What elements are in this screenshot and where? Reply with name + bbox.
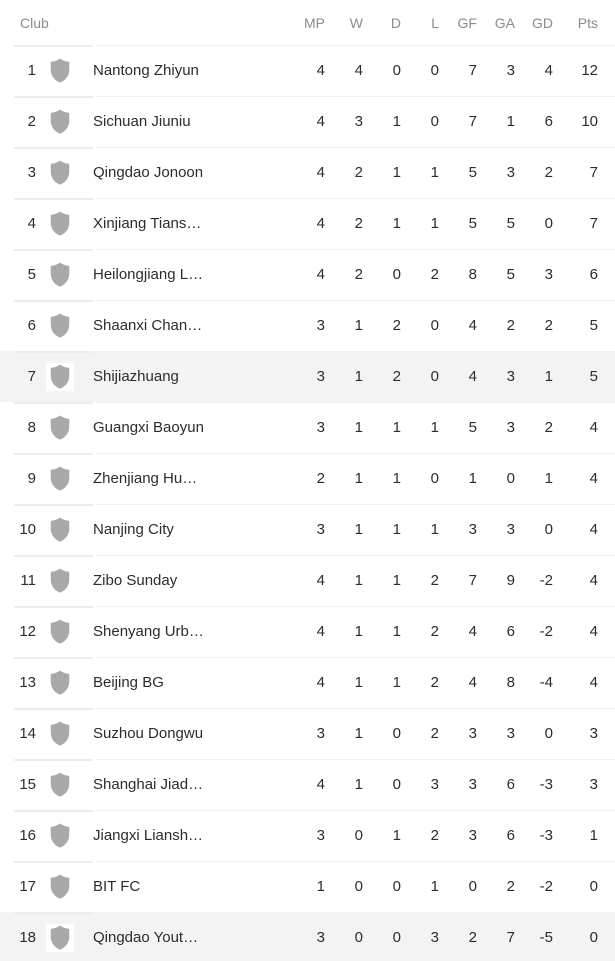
stat-w: 0 xyxy=(354,827,363,844)
rank-number: 2 xyxy=(27,113,36,130)
stat-gf: 5 xyxy=(468,419,477,436)
stat-l: 1 xyxy=(430,215,439,232)
stat-gd: -2 xyxy=(539,878,553,895)
stat-gf: 5 xyxy=(468,215,477,232)
stat-w: 3 xyxy=(354,113,363,130)
shield-icon xyxy=(46,108,74,136)
stat-l: 2 xyxy=(430,827,439,844)
table-row[interactable] xyxy=(0,198,615,249)
stat-gd: 2 xyxy=(544,419,553,436)
stat-w: 1 xyxy=(354,623,363,640)
stat-l: 3 xyxy=(430,929,439,946)
rank-number: 4 xyxy=(27,215,36,232)
stat-d: 1 xyxy=(392,470,401,487)
club-badge-cell xyxy=(36,312,92,340)
stat-pts: 4 xyxy=(589,623,598,640)
stat-ga: 5 xyxy=(506,266,515,283)
stat-d: 1 xyxy=(392,215,401,232)
club-name: Shenyang Urb… xyxy=(93,623,204,640)
stat-pts: 4 xyxy=(589,419,598,436)
table-row[interactable] xyxy=(0,351,615,402)
stat-gd: 0 xyxy=(544,521,553,538)
rank-number: 17 xyxy=(19,878,36,895)
column-header-club: Club xyxy=(20,14,49,31)
club-name: Jiangxi Liansh… xyxy=(93,827,204,844)
column-header-gd: GD xyxy=(532,14,553,31)
stat-pts: 1 xyxy=(589,827,598,844)
club-name: Zibo Sunday xyxy=(93,572,178,589)
shield-icon xyxy=(46,465,74,493)
stat-ga: 3 xyxy=(506,521,515,538)
club-name: Shaanxi Chan… xyxy=(93,317,203,334)
stat-d: 1 xyxy=(392,572,401,589)
table-row[interactable] xyxy=(0,453,615,504)
rank-number: 6 xyxy=(27,317,36,334)
stat-mp: 1 xyxy=(316,878,325,895)
column-header-l: L xyxy=(431,14,439,31)
club-badge-cell xyxy=(36,924,92,952)
stat-mp: 3 xyxy=(316,827,325,844)
rank-number: 1 xyxy=(27,62,36,79)
rank-number: 15 xyxy=(19,776,36,793)
table-row[interactable] xyxy=(0,912,615,961)
stat-l: 0 xyxy=(430,368,439,385)
stat-gd: 0 xyxy=(544,215,553,232)
club-badge-cell xyxy=(36,771,92,799)
stat-ga: 2 xyxy=(506,878,515,895)
stat-l: 0 xyxy=(430,62,439,79)
stat-pts: 12 xyxy=(581,62,598,79)
shield-icon xyxy=(46,618,74,646)
shield-icon xyxy=(46,720,74,748)
club-badge-cell xyxy=(36,873,92,901)
club-badge-cell xyxy=(36,720,92,748)
rank-number: 7 xyxy=(27,368,36,385)
stat-gf: 3 xyxy=(468,521,477,538)
club-badge-cell xyxy=(36,567,92,595)
shield-icon xyxy=(46,924,74,952)
table-body xyxy=(0,45,615,961)
stat-l: 2 xyxy=(430,623,439,640)
stat-w: 1 xyxy=(354,776,363,793)
club-name: Nanjing City xyxy=(93,521,174,538)
table-row[interactable] xyxy=(0,861,615,912)
shield-icon xyxy=(46,822,74,850)
stat-mp: 4 xyxy=(316,776,325,793)
stat-w: 1 xyxy=(354,470,363,487)
stat-pts: 6 xyxy=(589,266,598,283)
stat-mp: 3 xyxy=(316,419,325,436)
stat-d: 1 xyxy=(392,419,401,436)
shield-icon xyxy=(46,873,74,901)
rank-number: 14 xyxy=(19,725,36,742)
club-badge-cell xyxy=(36,210,92,238)
stat-pts: 4 xyxy=(589,521,598,538)
stat-mp: 3 xyxy=(316,317,325,334)
stat-gd: 1 xyxy=(544,470,553,487)
stat-d: 1 xyxy=(392,674,401,691)
stat-ga: 6 xyxy=(506,623,515,640)
table-row[interactable] xyxy=(0,759,615,810)
shield-icon xyxy=(46,363,74,391)
shield-icon xyxy=(46,516,74,544)
stat-w: 1 xyxy=(354,572,363,589)
table-row[interactable] xyxy=(0,45,615,96)
stat-l: 2 xyxy=(430,674,439,691)
rank-number: 12 xyxy=(19,623,36,640)
stat-gf: 3 xyxy=(468,827,477,844)
stat-ga: 2 xyxy=(506,317,515,334)
stat-gd: 4 xyxy=(544,62,553,79)
stat-pts: 0 xyxy=(589,878,598,895)
club-badge-cell xyxy=(36,414,92,442)
shield-icon xyxy=(46,669,74,697)
stat-w: 1 xyxy=(354,368,363,385)
stat-d: 2 xyxy=(392,368,401,385)
stat-gf: 0 xyxy=(468,878,477,895)
shield-icon xyxy=(46,261,74,289)
stat-mp: 4 xyxy=(316,674,325,691)
rank-number: 10 xyxy=(19,521,36,538)
stat-pts: 7 xyxy=(589,164,598,181)
stat-gf: 3 xyxy=(468,725,477,742)
stat-gf: 4 xyxy=(468,368,477,385)
club-name: Shanghai Jiad… xyxy=(93,776,204,793)
club-name: Shijiazhuang xyxy=(93,368,179,385)
club-badge-cell xyxy=(36,465,92,493)
stat-pts: 4 xyxy=(589,674,598,691)
club-name: Xinjiang Tians… xyxy=(93,215,202,232)
stat-gd: 0 xyxy=(544,725,553,742)
stat-gf: 3 xyxy=(468,776,477,793)
table-row[interactable] xyxy=(0,810,615,861)
stat-ga: 0 xyxy=(506,470,515,487)
table-row[interactable] xyxy=(0,249,615,300)
stat-mp: 4 xyxy=(316,266,325,283)
club-badge-cell xyxy=(36,159,92,187)
stat-l: 1 xyxy=(430,419,439,436)
club-name: Zhenjiang Hu… xyxy=(93,470,198,487)
stat-mp: 4 xyxy=(316,113,325,130)
stat-gf: 1 xyxy=(468,470,477,487)
stat-pts: 4 xyxy=(589,470,598,487)
shield-icon xyxy=(46,312,74,340)
shield-icon xyxy=(46,414,74,442)
column-header-mp: MP xyxy=(304,14,325,31)
stat-w: 1 xyxy=(354,521,363,538)
stat-d: 1 xyxy=(392,113,401,130)
club-badge-cell xyxy=(36,618,92,646)
club-badge-cell xyxy=(36,822,92,850)
rank-number: 5 xyxy=(27,266,36,283)
stat-pts: 10 xyxy=(581,113,598,130)
club-badge-cell xyxy=(36,363,92,391)
stat-gf: 2 xyxy=(468,929,477,946)
club-name: Heilongjiang L… xyxy=(93,266,204,283)
table-row[interactable] xyxy=(0,657,615,708)
table-row[interactable] xyxy=(0,147,615,198)
club-name: Sichuan Jiuniu xyxy=(93,113,191,130)
club-badge-cell xyxy=(36,669,92,697)
club-name: BIT FC xyxy=(93,878,141,895)
stat-w: 1 xyxy=(354,725,363,742)
stat-mp: 3 xyxy=(316,725,325,742)
stat-gd: -4 xyxy=(539,674,553,691)
stat-mp: 3 xyxy=(316,929,325,946)
stat-l: 3 xyxy=(430,776,439,793)
column-header-w: W xyxy=(349,14,363,31)
stat-l: 0 xyxy=(430,317,439,334)
stat-mp: 4 xyxy=(316,623,325,640)
stat-ga: 9 xyxy=(506,572,515,589)
stat-l: 0 xyxy=(430,113,439,130)
stat-l: 2 xyxy=(430,572,439,589)
stat-ga: 7 xyxy=(506,929,515,946)
stat-gd: 6 xyxy=(544,113,553,130)
stat-d: 0 xyxy=(392,266,401,283)
stat-gd: -5 xyxy=(539,929,553,946)
stat-d: 1 xyxy=(392,164,401,181)
table-row[interactable] xyxy=(0,300,615,351)
table-row[interactable] xyxy=(0,555,615,606)
club-badge-cell xyxy=(36,516,92,544)
stat-ga: 3 xyxy=(506,164,515,181)
stat-gf: 4 xyxy=(468,623,477,640)
rank-number: 3 xyxy=(27,164,36,181)
stat-d: 1 xyxy=(392,521,401,538)
stat-l: 1 xyxy=(430,164,439,181)
stat-w: 2 xyxy=(354,164,363,181)
stat-ga: 3 xyxy=(506,62,515,79)
stat-d: 0 xyxy=(392,725,401,742)
stat-pts: 4 xyxy=(589,572,598,589)
stat-gd: 3 xyxy=(544,266,553,283)
stat-mp: 3 xyxy=(316,521,325,538)
stat-d: 1 xyxy=(392,827,401,844)
stat-pts: 3 xyxy=(589,776,598,793)
stat-d: 0 xyxy=(392,929,401,946)
rank-number: 9 xyxy=(27,470,36,487)
club-name: Beijing BG xyxy=(93,674,164,691)
stat-gd: 2 xyxy=(544,164,553,181)
stat-pts: 0 xyxy=(589,929,598,946)
table-row[interactable] xyxy=(0,606,615,657)
stat-ga: 3 xyxy=(506,419,515,436)
stat-l: 2 xyxy=(430,725,439,742)
stat-ga: 5 xyxy=(506,215,515,232)
stat-l: 1 xyxy=(430,521,439,538)
club-name: Qingdao Jonoon xyxy=(93,164,204,181)
rank-number: 18 xyxy=(19,929,36,946)
stat-gf: 4 xyxy=(468,674,477,691)
rank-number: 13 xyxy=(19,674,36,691)
stat-ga: 3 xyxy=(506,368,515,385)
stat-gd: 1 xyxy=(544,368,553,385)
stat-gf: 7 xyxy=(468,62,477,79)
stat-mp: 4 xyxy=(316,215,325,232)
stat-ga: 6 xyxy=(506,827,515,844)
stat-mp: 4 xyxy=(316,164,325,181)
stat-w: 2 xyxy=(354,266,363,283)
stat-w: 1 xyxy=(354,674,363,691)
shield-icon xyxy=(46,57,74,85)
stat-gf: 5 xyxy=(468,164,477,181)
stat-l: 0 xyxy=(430,470,439,487)
club-badge-cell xyxy=(36,57,92,85)
club-badge-cell xyxy=(36,261,92,289)
stat-l: 1 xyxy=(430,878,439,895)
stat-ga: 8 xyxy=(506,674,515,691)
stat-gd: -2 xyxy=(539,623,553,640)
table-header xyxy=(0,0,615,45)
stat-mp: 4 xyxy=(316,62,325,79)
rank-number: 8 xyxy=(27,419,36,436)
column-header-ga: GA xyxy=(494,14,515,31)
stat-gf: 7 xyxy=(468,113,477,130)
stat-l: 2 xyxy=(430,266,439,283)
stat-d: 0 xyxy=(392,776,401,793)
shield-icon xyxy=(46,159,74,187)
club-name: Suzhou Dongwu xyxy=(93,725,204,742)
rank-number: 16 xyxy=(19,827,36,844)
stat-d: 1 xyxy=(392,623,401,640)
stat-gd: -2 xyxy=(539,572,553,589)
shield-icon xyxy=(46,210,74,238)
shield-icon xyxy=(46,771,74,799)
stat-pts: 5 xyxy=(589,317,598,334)
stat-mp: 3 xyxy=(316,368,325,385)
table-row[interactable] xyxy=(0,402,615,453)
stat-w: 1 xyxy=(354,419,363,436)
stat-gd: 2 xyxy=(544,317,553,334)
column-header-d: D xyxy=(390,14,401,31)
stat-ga: 6 xyxy=(506,776,515,793)
stat-gd: -3 xyxy=(539,776,553,793)
table-row[interactable] xyxy=(0,96,615,147)
stat-pts: 7 xyxy=(589,215,598,232)
stat-w: 0 xyxy=(354,929,363,946)
table-row[interactable] xyxy=(0,504,615,555)
club-badge-cell xyxy=(36,108,92,136)
stat-w: 1 xyxy=(354,317,363,334)
stat-gf: 8 xyxy=(468,266,477,283)
stat-gf: 7 xyxy=(468,572,477,589)
column-header-gf: GF xyxy=(457,14,477,31)
stat-pts: 5 xyxy=(589,368,598,385)
stat-ga: 1 xyxy=(506,113,515,130)
club-name: Guangxi Baoyun xyxy=(93,419,204,436)
stat-w: 0 xyxy=(354,878,363,895)
stat-ga: 3 xyxy=(506,725,515,742)
stat-gd: -3 xyxy=(539,827,553,844)
stat-d: 2 xyxy=(392,317,401,334)
stat-pts: 3 xyxy=(589,725,598,742)
stat-mp: 4 xyxy=(316,572,325,589)
stat-d: 0 xyxy=(392,62,401,79)
table-row[interactable] xyxy=(0,708,615,759)
club-name: Qingdao Yout… xyxy=(93,929,199,946)
column-header-pts: Pts xyxy=(577,14,598,31)
stat-gf: 4 xyxy=(468,317,477,334)
shield-icon xyxy=(46,567,74,595)
stat-d: 0 xyxy=(392,878,401,895)
rank-number: 11 xyxy=(20,572,36,589)
stat-w: 4 xyxy=(354,62,363,79)
stat-w: 2 xyxy=(354,215,363,232)
stat-mp: 2 xyxy=(316,470,325,487)
club-name: Nantong Zhiyun xyxy=(93,62,199,79)
